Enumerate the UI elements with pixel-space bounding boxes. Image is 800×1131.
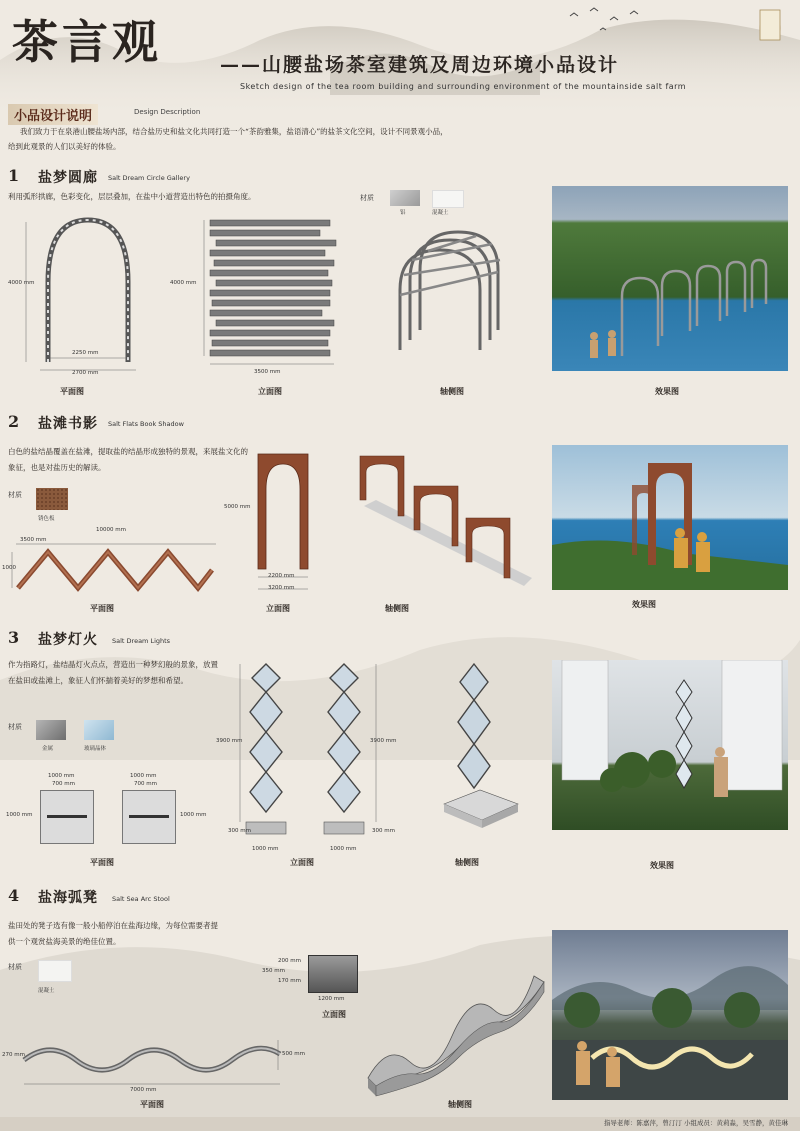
section-2-dim-plan-total: 10000 mm (96, 527, 126, 533)
section-1-dim-height: 4000 mm (8, 280, 35, 286)
section-3-caption-plan: 平面图 (90, 857, 114, 867)
section-2-material-0: 锈色板 (38, 516, 55, 522)
section-1-dim-elev-width: 3500 mm (254, 369, 281, 375)
section-1-plan-drawing (10, 212, 170, 382)
section-4-axonometric-drawing (358, 962, 548, 1102)
section-2-dim-plan-h: 1000 (2, 565, 16, 571)
section-4-render-image (552, 930, 788, 1100)
material-swatch-concrete-2 (38, 960, 72, 982)
section-2-title: 盐滩书影 (38, 416, 98, 432)
section-1-material-1: 混凝土 (432, 210, 449, 216)
section-4-dim-elev-h2: 200 mm (278, 958, 301, 964)
section-2-title-en: Salt Flats Book Shadow (108, 420, 184, 428)
section-2-material-label: 材质 (8, 491, 22, 499)
section-3-render-image (552, 660, 788, 830)
section-1-render-image (552, 186, 788, 371)
section-3-dim-base-w-2: 1000 mm (330, 846, 357, 852)
section-3-dim-inner-1: 700 mm (52, 781, 75, 787)
footer-credits: 指导老师：陈嘉萍，曾汀汀 小组成员：黄莉淼，吴雪静，黄佳琳 (603, 1119, 788, 1127)
section-3-caption-elevation: 立面图 (290, 857, 314, 867)
section-2-elevation-drawing (250, 444, 320, 594)
section-1-title: 盐梦圆廊 (38, 170, 98, 186)
material-swatch-aluminium (390, 190, 420, 206)
section-1-dim-elev-height: 4000 mm (170, 280, 197, 286)
material-swatch-concrete (432, 190, 464, 208)
section-2-axonometric-drawing (354, 446, 534, 596)
description-heading: 小品设计说明 (8, 104, 98, 125)
section-4-title-en: Salt Sea Arc Stool (112, 895, 170, 903)
section-2-render-image (552, 445, 788, 590)
section-2-caption-plan: 平面图 (90, 603, 114, 613)
page-title: 茶言观 (12, 15, 162, 69)
section-1-elevation-drawing (200, 212, 350, 372)
section-4-material-label: 材质 (8, 963, 22, 971)
section-1-number: 1 (8, 166, 20, 185)
section-2-dim-outer: 3200 mm (268, 585, 295, 591)
section-3-axonometric-drawing (434, 656, 524, 836)
section-3-elevation-drawing (236, 656, 386, 846)
section-3-dim-inner-2: 700 mm (134, 781, 157, 787)
section-2-dim-height: 5000 mm (224, 504, 251, 510)
section-1-dim-outer: 2700 mm (72, 370, 99, 376)
section-3-caption-axonometric: 轴侧图 (455, 857, 479, 867)
material-swatch-glass-crystal (84, 720, 114, 740)
material-swatch-metal (36, 720, 66, 740)
section-1-caption-axonometric: 轴侧图 (440, 386, 464, 396)
section-3-material-label: 材质 (8, 723, 22, 731)
section-4-text: 盐田处的凳子选有像一般小船停泊在盐海边缘，为每位需要者提供一个观赏盐海美景的绝佳位置。 (8, 921, 218, 946)
section-3-material-0: 金属 (42, 746, 54, 752)
section-4-elevation-drawing (308, 955, 358, 993)
description-body: 我们致力于在泉港山腰盐场内部，结合盐历史和盐文化共同打造一个“茶韵雅集，盐语清心”的盐茶文化空间，设计不同景观小品，给到此观景的人们以美好的体验。 (8, 127, 448, 151)
section-2-dim-plan-seg: 3500 mm (20, 537, 47, 543)
section-3-dim-base-2: 300 mm (372, 828, 395, 834)
section-3-dim-base-w-1: 1000 mm (252, 846, 279, 852)
description-heading-en: Design Description (134, 108, 201, 116)
section-4-dim-plan-r: 500 mm (282, 1051, 305, 1057)
section-4-caption-elevation: 立面图 (322, 1009, 346, 1019)
section-1-axonometric-drawing (380, 220, 530, 370)
section-2-text: 白色的盐结晶覆盖在盐滩，提取盐的结晶形成独特的景观，来展盐文化的象征，也是对盐历史的解读。 (8, 447, 248, 472)
section-3-material-1: 玻璃晶体 (84, 746, 107, 752)
section-3-title: 盐梦灯火 (38, 632, 98, 648)
section-3-text: 作为指路灯，盐结晶灯火点点，营造出一种梦幻般的景象，放置在盐田或盐滩上，象征人们怀揣着美好的梦想和希望。 (8, 660, 218, 685)
section-4-number: 4 (8, 886, 20, 905)
section-3-dim-base-1: 300 mm (228, 828, 251, 834)
section-4-dim-plan-len: 7000 mm (130, 1087, 157, 1093)
section-4-title: 盐海弧凳 (38, 890, 98, 906)
section-3-dim-depth-1: 1000 mm (6, 812, 33, 818)
section-3-dim-depth-2: 1000 mm (180, 812, 207, 818)
section-4-dim-elev-h3: 170 mm (278, 978, 301, 984)
section-1-title-en: Salt Dream Circle Gallery (108, 174, 190, 182)
section-4-dim-elev-w: 1200 mm (318, 996, 345, 1002)
section-3-title-en: Salt Dream Lights (112, 637, 171, 645)
section-1-caption-elevation: 立面图 (258, 386, 282, 396)
section-4-material-0: 混凝土 (38, 988, 55, 994)
section-1-caption-plan: 平面图 (60, 386, 84, 396)
section-4-caption-plan: 平面图 (140, 1099, 164, 1109)
section-4-caption-axonometric: 轴侧图 (448, 1099, 472, 1109)
section-1-caption-render: 效果图 (655, 386, 679, 396)
section-3-caption-render: 效果图 (650, 860, 674, 870)
section-2-caption-elevation: 立面图 (266, 603, 290, 613)
section-2-dim-inner: 2200 mm (268, 573, 295, 579)
section-2-number: 2 (8, 412, 20, 431)
page-subtitle: ——山腰盐场茶室建筑及周边环境小品设计 (220, 54, 620, 76)
section-1-text: 利用弧形拱廊，色彩变化，层层叠加，在盐中小道营造出特色的拍摄角度。 (8, 192, 256, 201)
section-1-material-0: 铝 (400, 210, 406, 216)
page-subtitle-en: Sketch design of the tea room building and surrounding environment of the mountainside salt farm (240, 82, 687, 91)
section-4-dim-plan-h: 270 mm (2, 1052, 25, 1058)
section-3-plan-square-2 (122, 790, 176, 844)
section-1-material-label: 材质 (360, 194, 374, 202)
section-2-caption-render: 效果图 (632, 599, 656, 609)
section-1-dim-inner: 2250 mm (72, 350, 99, 356)
section-3-dim-height-1: 3900 mm (216, 738, 243, 744)
section-3-dim-outer-2: 1000 mm (130, 773, 157, 779)
section-2-caption-axonometric: 轴侧图 (385, 603, 409, 613)
section-3-plan-square-1 (40, 790, 94, 844)
material-swatch-rust-plate (36, 488, 68, 510)
section-3-dim-height-2: 3900 mm (370, 738, 397, 744)
birds-icon (560, 6, 650, 36)
section-3-dim-outer-1: 1000 mm (48, 773, 75, 779)
section-3-number: 3 (8, 628, 20, 647)
section-4-dim-elev-h1: 350 mm (262, 968, 285, 974)
